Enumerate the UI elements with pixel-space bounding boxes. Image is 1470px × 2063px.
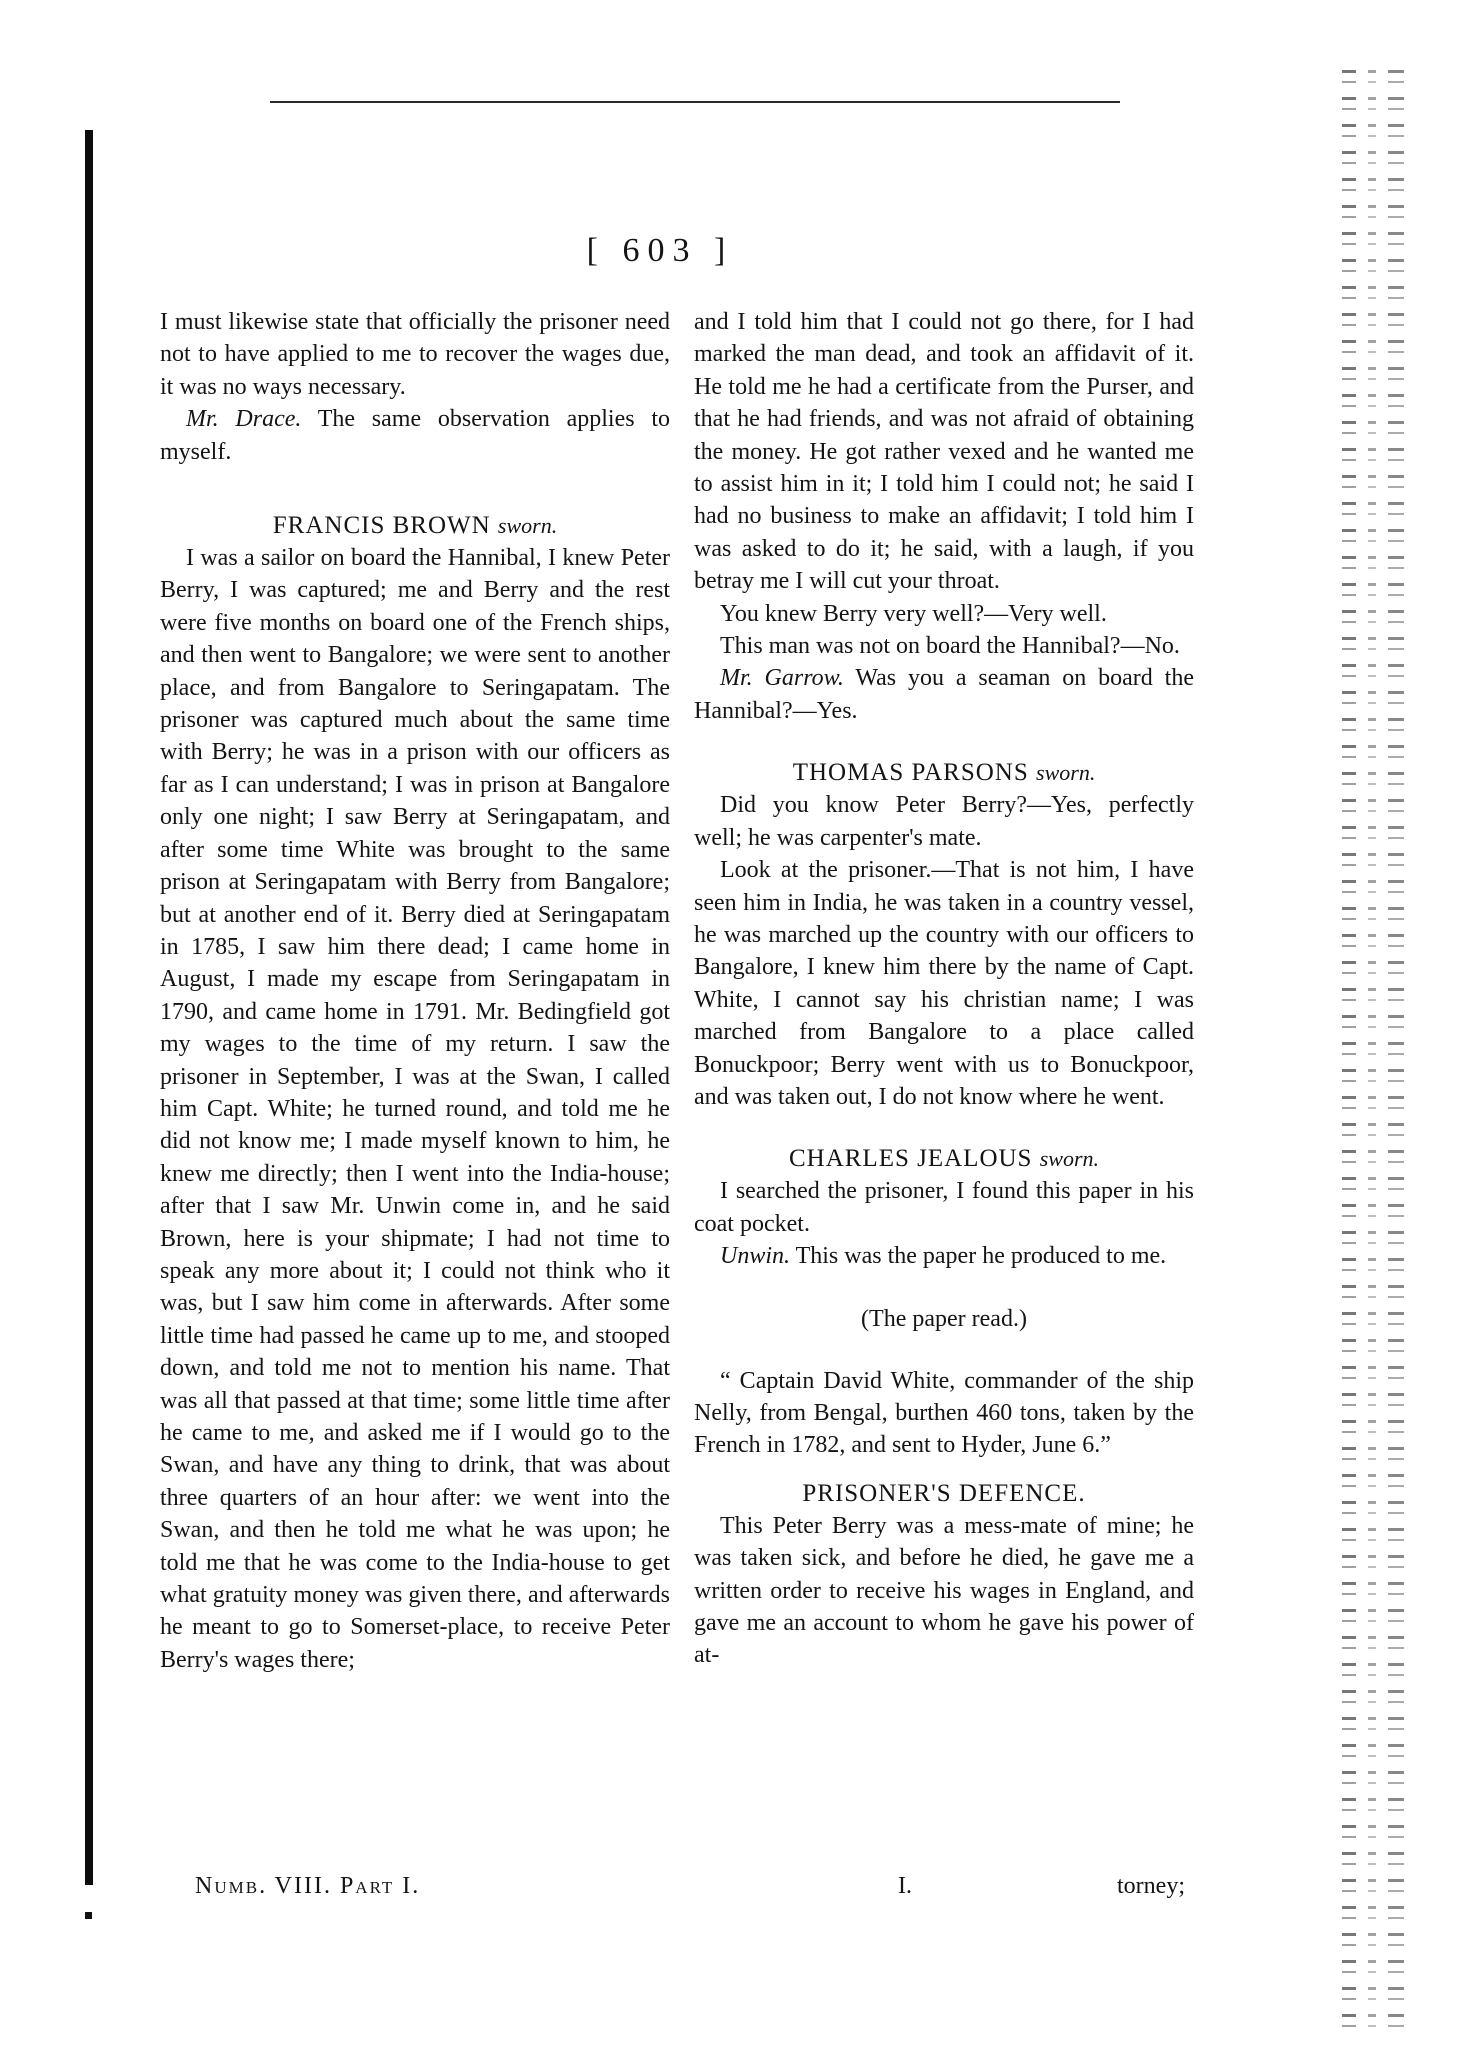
sworn-label: sworn. (1039, 1146, 1100, 1172)
page-edge-artifact (1368, 70, 1376, 2030)
paragraph: Look at the prisoner.—That is not him, I have seen him in India, he was taken in a country vessel, he was marched up the country with our officers to Bangalore, I knew him there by the name of Capt. White, I cannot say his christian name; I was marched from Bangalore to a place called Bonuckpoor; Berry went with us to Bonuckpoor, and was taken out, I do not know where he went. (694, 857, 1194, 1110)
sworn-label: sworn. (1036, 760, 1096, 786)
left-column (160, 306, 670, 1676)
signature-letter: I. (898, 1873, 912, 1899)
paragraph: Did you know Peter Berry?—Yes, perfectly well; he was carpenter's mate. (694, 792, 1194, 851)
witness-heading (160, 510, 670, 542)
witness-name: FRANCIS BROWN (272, 512, 491, 540)
page-edge-artifact (1388, 70, 1404, 2030)
paragraph-text: This was the paper he produced to me. (795, 1243, 1167, 1270)
paragraph-text: The same observation applies to myself. (160, 406, 670, 465)
right-column (694, 306, 1194, 1672)
paragraph: and I told him that I could not go there, for I had marked the man dead, and took an affidavit of it. He told me he had a certificate from the Purser, and that he had friends, and was not afraid of obtaining the money. He got rather vexed and he wanted me to assist him in it; I told him I could not; he said I had no business to make an affidavit; I told him I was asked to do it; he said, with a laugh, if you betray me I will cut your throat. (694, 309, 1194, 595)
witness-name: THOMAS PARSONS (792, 759, 1029, 787)
page-edge-artifact (1342, 70, 1356, 2030)
catchword: torney; (1117, 1873, 1185, 1899)
paragraph: I searched the prisoner, I found this paper in his coat pocket. (694, 1178, 1194, 1237)
sworn-label: sworn. (497, 513, 558, 539)
paragraph: You knew Berry very well?—Very well. (720, 600, 1107, 627)
paragraph: I was a sailor on board the Hannibal, I knew Peter Berry, I was captured; me and Berry and the rest were five months on board one of the French ships, and then went to Bangalore; we were sent to another place, and from Bangalore to Seringapatam. The prisoner was captured much about the same time with Berry; he was in a prison with our officers as far as I can understand; I was in prison at Bangalore only one night; I saw Berry at Seringapatam, and after some time White was brought to the same prison at Seringapatam with Berry from Bangalore; but at another end of it. Berry died at Seringapatam in 1785, I saw him there dead; I came home in August, I made my escape from Seringapatam in 1790, and came home in 1791. Mr. Bedingfield got my wages to the time of my return. I saw the prisoner in September, I was at the Swan, I called him Capt. White; he turned round, and told me he did not know me; I made myself known to him, he knew me directly; then I went into the India-house; after that I saw Mr. Unwin come in, and he said Brown, here is your shipmate; I had not time to speak any more about it; I could not think who it was, but I saw him come in afterwards. After some little time had passed he came up to me, and stooped down, and told me not to mention his name. That was all that passed at that time; some little time after he came to me, and asked me if I would go to the Swan, and have any thing to drink, that was about three quarters of an hour after: we went into the Swan, and then he told me what he was upon; he told me that he was come to the India-house to get what gratuity money was given there, and afterwards he meant to go to Somerset-place, to receive Peter Berry's wages there; (160, 545, 670, 1673)
paragraph (694, 662, 1194, 727)
paragraph: This man was not on board the Hannibal?—No. (720, 633, 1180, 660)
speaker: Unwin. (720, 1243, 791, 1270)
defence-heading: PRISONER'S DEFENCE. (802, 1479, 1086, 1507)
speaker: Mr. Garrow. (720, 665, 844, 692)
paragraph-text: Was you a seaman on board the Hannibal?—Yes. (694, 665, 1194, 724)
quoted-paper: “ Captain David White, commander of the ship Nelly, from Bengal, burthen 460 tons, taken by the French in 1782, and sent to Hyder, June 6.” (694, 1367, 1194, 1459)
speaker: Mr. Drace. (186, 406, 302, 433)
binding-edge-shadow (85, 130, 93, 1885)
paragraph: I must likewise state that officially the prisoner need not to have applied to me to recover the wages due, it was no ways necessary. (160, 309, 670, 400)
ink-speck (85, 1912, 92, 1919)
paragraph (160, 403, 670, 468)
paragraph (694, 1240, 1194, 1272)
witness-heading (694, 1143, 1194, 1175)
top-rule (270, 101, 1120, 103)
signature-mark: Numb. VIII. Part I. (195, 1873, 421, 1899)
witness-name: CHARLES JEALOUS (788, 1145, 1033, 1173)
page-number: [ 603 ] (586, 232, 734, 269)
paragraph: This Peter Berry was a mess-mate of mine; he was taken sick, and before he died, he gave me a written order to receive his wages in England, and gave me an account to whom he gave his power of at- (694, 1512, 1194, 1669)
witness-heading (694, 757, 1194, 789)
paper-read-note: (The paper read.) (861, 1305, 1027, 1332)
